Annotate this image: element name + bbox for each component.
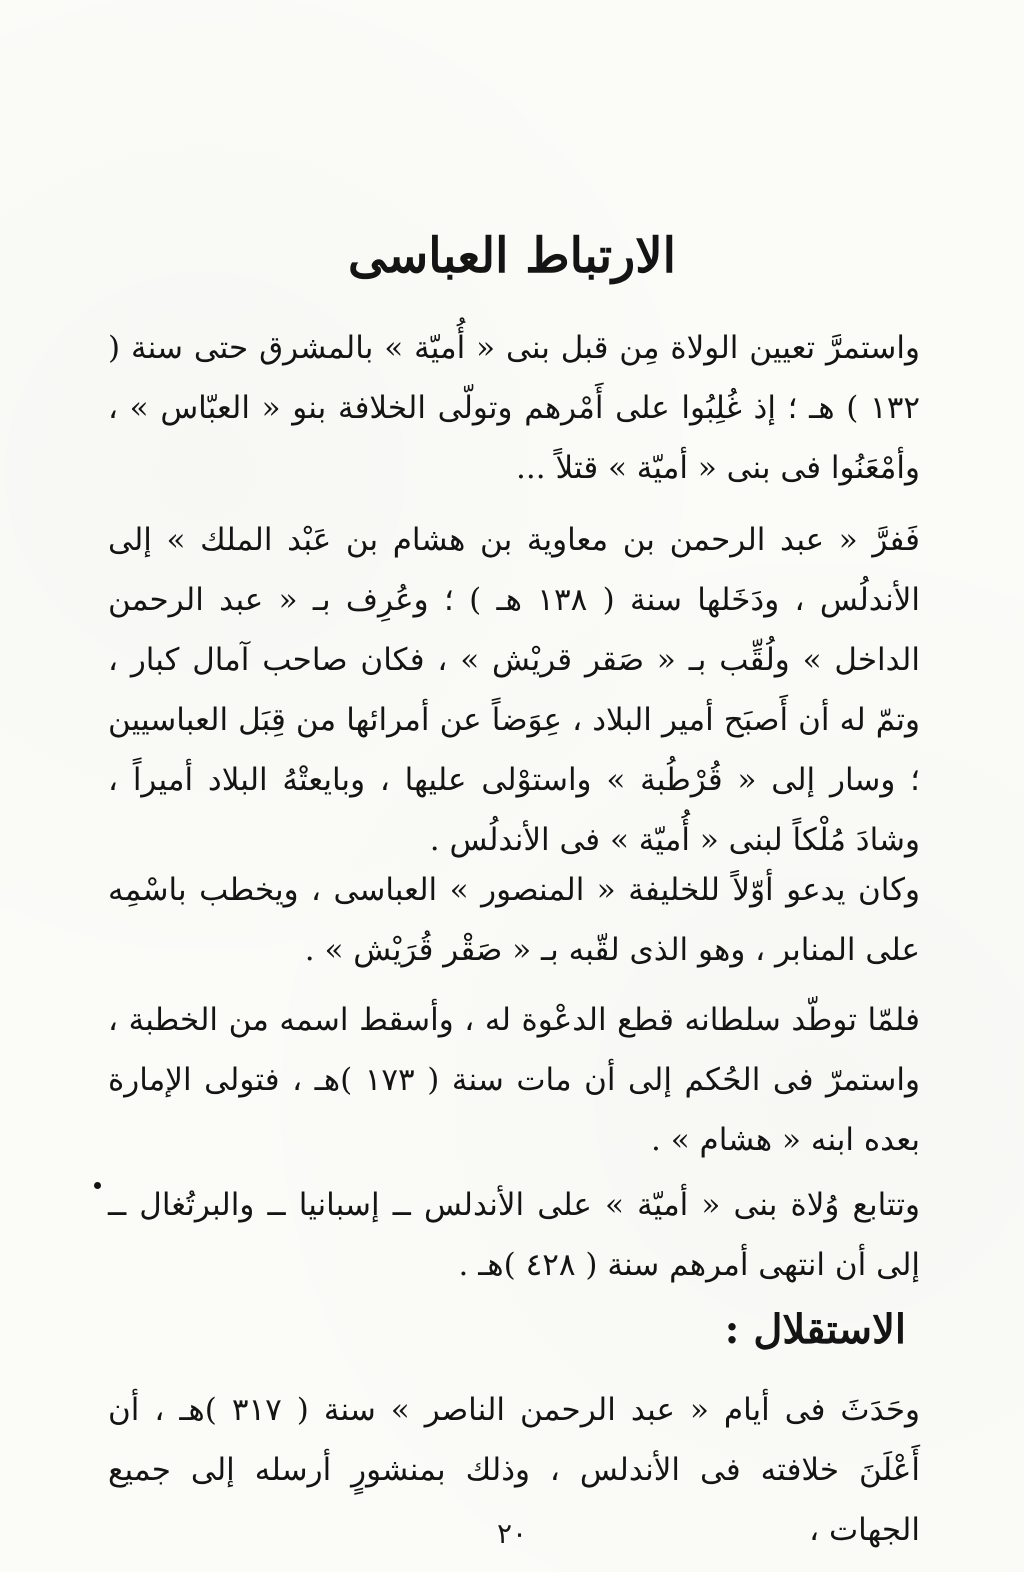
paragraph-abd-al-rahman-flight (108, 510, 920, 870)
paragraph-text: وكان يدعو أوّلاً للخليفة « المنصور » العباسى ، ويخطب باسْمِه على المنابر ، وهو الذى لقّبه بـ « صَقْر قُرَيْش » . (108, 872, 920, 968)
paragraph-text: فلمّا توطّد سلطانه قطع الدعْوة له ، وأسقط اسمه من الخطبة ، واستمرّ فى الحُكم إلى أن مات سنة ( ١٧٣ )هـ ، فتولى الإمارة بعده ابنه « هشام » . (108, 1002, 920, 1158)
paragraph-abbasid-succession (108, 318, 920, 498)
paragraph-text: وتتابع وُلاة بنى « أميّة » على الأندلس ــ إسبانيا ــ والبرتُغال ــ إلى أن انتهى أمرهم سنة ( ٤٢٨ )هـ . (108, 1187, 920, 1283)
paragraph-consolidation (108, 990, 920, 1170)
margin-dot-mark (94, 1182, 101, 1189)
page-title: الارتباط العباسى (348, 228, 676, 284)
section-heading-independence: الاستقلال : (724, 1306, 906, 1353)
paragraph-succession-of-rulers (108, 1175, 920, 1295)
paragraph-text: وحَدَثَ فى أيام « عبد الرحمن الناصر » سنة ( ٣١٧ )هـ ، أن أَعْلَنَ خلافته فى الأندلس ، وذلك بمنشورٍ أرسله إلى جميع الجهات ، (108, 1392, 920, 1548)
paragraph-khutba (108, 860, 920, 980)
paragraph-text: واستمرَّ تعيين الولاة مِن قبل بنى « أُميّة » بالمشرق حتى سنة ( ١٣٢ ) هـ ؛ إذ غُلِبُوا على أَمْرهم وتولّى الخلافة بنو « العبّاس » ، وأمْعَنُوا فى بنى « أميّة » قتلاً ... (108, 330, 920, 486)
paragraph-text: فَفرَّ « عبد الرحمن بن معاوية بن هشام بن عَبْد الملك » إلى الأندلُس ، ودَخَلها سنة ( ١٣٨ هـ ) ؛ وعُرِف بـ « عبد الرحمن الداخل » ولُقِّب بـ « صَقر قريْش » ، فكان صاحب آمال كبار ، وتمّ له أن أَصبَح أمير البلاد ، عِوَضاً عن أمرائها من قِبَل العباسيين ؛ وسار إلى « قُرْطُبة » واستوْلى عليها ، وبايعتْهُ البلاد أميراً ، وشادَ مُلْكاً لبنى « أُميّة » فى الأندلُس . (108, 522, 920, 858)
page-number: ٢٠ (496, 1517, 528, 1550)
